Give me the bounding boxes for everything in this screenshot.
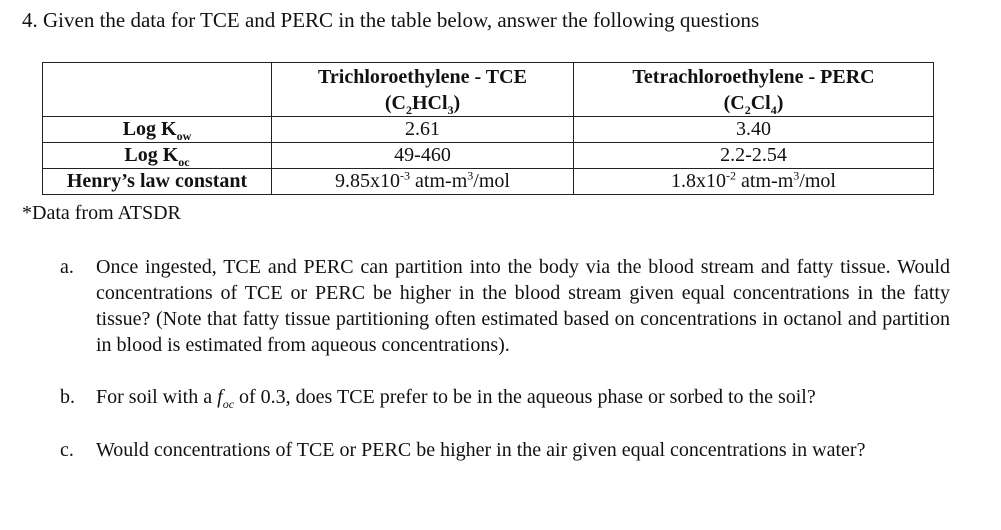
source-note: *Data from ATSDR [22, 202, 181, 224]
question-c-letter: c. [60, 439, 74, 461]
perc-henry: $1.8x10^{-2}$ atm-$m^3$/mol [574, 169, 934, 195]
header-tce [272, 63, 574, 117]
tce-henry: $9.85x10^{-3}$ atm-$m^3$/mol [272, 169, 574, 195]
table-row-henry [43, 169, 934, 195]
perc-formula: $(C_2Cl_4)$ [723, 92, 784, 117]
perc-log-koc: 2.2-2.54 [574, 143, 934, 169]
header-empty-cell [43, 63, 272, 117]
tce-log-kow: 2.61 [272, 117, 574, 143]
table-row-log-koc [43, 143, 934, 169]
question-b [60, 384, 950, 410]
perc-log-kow: 3.40 [574, 117, 934, 143]
question-a-text: Once ingested, TCE and PERC can partition into the body via the blood stream and fatty tissue. Would concentrations of TCE or PERC be higher in the blood stream given equal concentrations in the fatty tissue? (Note that fatty tissue partitioning often estimated based on concentrations in octanol and partition in blood is estimated from aqueous concentrations). [96, 256, 950, 356]
table-header-row [43, 63, 934, 117]
question-a-letter: a. [60, 256, 74, 278]
tce-log-koc: 49-460 [272, 143, 574, 169]
row-label-henry: Henry’s law constant [43, 169, 272, 195]
row-label-log-kow: Log $K_{ow}$ [43, 117, 272, 143]
question-c-text: Would concentrations of TCE or PERC be higher in the air given equal concentrations in water? [96, 439, 866, 461]
data-table [42, 62, 934, 195]
header-perc [574, 63, 934, 117]
question-c [60, 437, 950, 463]
perc-name: Tetrachloroethylene - PERC [632, 66, 875, 88]
table-row-log-kow [43, 117, 934, 143]
tce-name: Trichloroethylene - TCE [318, 66, 527, 88]
question-a [60, 254, 950, 358]
foc-variable: $f_{oc}$ [217, 386, 235, 411]
row-label-log-koc: Log $K_{oc}$ [43, 143, 272, 169]
tce-formula: $(C_2HCl_3)$ [384, 92, 461, 117]
question-b-letter: b. [60, 386, 75, 408]
question-b-text: For soil with a $f_{oc}$ of 0.3, does TCE prefer to be in the aqueous phase or sorbed to the soil? [96, 386, 816, 411]
question-title: 4. Given the data for TCE and PERC in the table below, answer the following questions [22, 8, 760, 32]
